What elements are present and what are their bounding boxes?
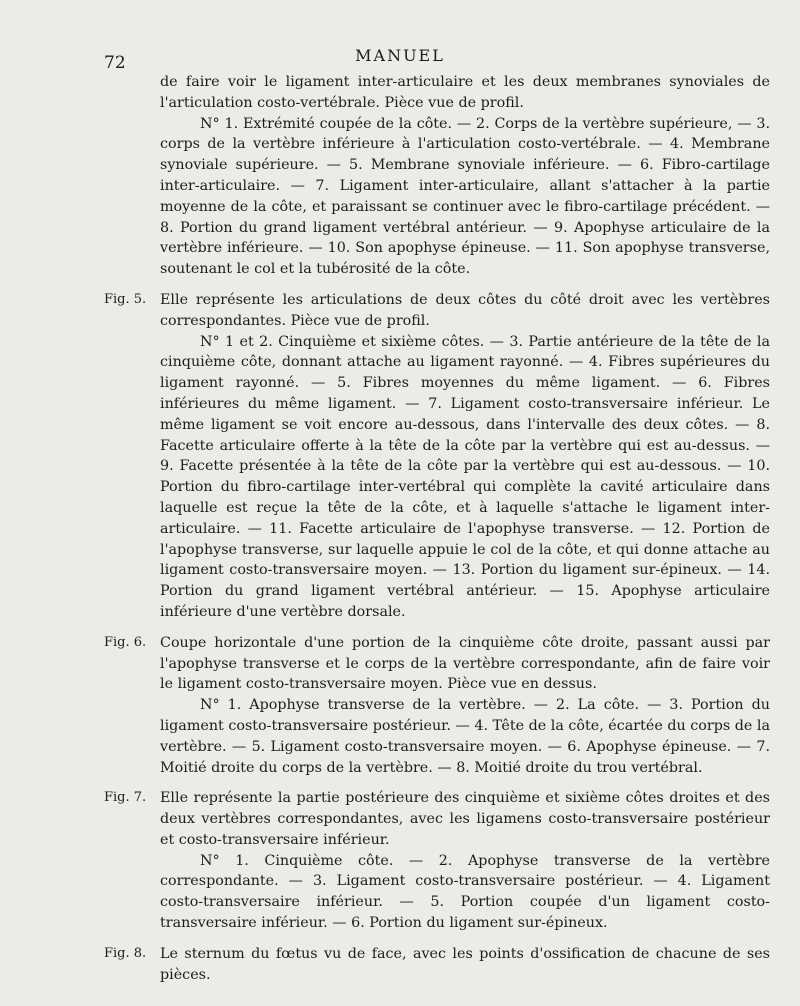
figure-body — [160, 633, 770, 779]
page-content — [104, 72, 770, 985]
figure-body — [160, 788, 770, 934]
figure-legend: N° 1. Cinquième côte. — 2. Apophyse transverse de la vertèbre correspondante. — 3. Ligament costo-transversaire postérieur. — 4. Ligament costo-transversaire inférieur. — 5. Portion coupée d'un ligament costo-transversaire inférieur. — 6. Portion du ligament sur-épineux. — [160, 852, 770, 932]
figure-legend: N° 1. Apophyse transverse de la vertèbre. — 2. La côte. — 3. Portion du ligament costo-transversaire postérieur. — 4. Tête de la côte, écartée du corps de la vertèbre. — 5. Ligament costo-transversaire moyen. — 6. Apophyse épineuse. — 7. Moitié droite du corps de la vertèbre. — 8. Moitié droite du trou vertébral. — [160, 697, 770, 776]
figure-label: Fig. 8. — [104, 945, 147, 961]
figure-5 — [104, 290, 770, 623]
figure-description: Elle représente les articulations de deux côtes du côté droit avec les vertèbres correspondantes. Pièce vue de profil. — [160, 291, 770, 329]
figure-legend: N° 1 et 2. Cinquième et sixième côtes. — 3. Partie antérieure de la tête de la cinquième côte, donnant attache au ligament rayonné. — 4. Fibres supérieures du ligament rayonné. — 5. Fibres moyennes du même ligament. — 6. Fibres inférieures du même ligament. — 7. Ligament costo-transversaire inférieur. Le même ligament se voit encore au-dessous, dans l'intervalle des deux côtes. — 8. Facette articulaire offerte à la tête de la côte par la vertèbre qui est au-dessus. — 9. Facette présentée à la tête de la côte par la vertèbre qui est au-dessous. — 10. Portion du fibro-cartilage inter-vertébral qui complète la cavité articulaire dans laquelle est reçue la tête de la côte, et à laquelle s'attache le ligament inter-articulaire. — 11. Facette articulaire de l'apophyse transverse. — 12. Portion de l'apophyse transverse, sur laquelle appuie le col de la côte, et qui donne attache au ligament costo-transversaire moyen. — 13. Portion du ligament sur-épineux. — 14. Portion du grand ligament vertébral antérieur. — 15. Apophyse articulaire inférieure d'une vertèbre dorsale. — [160, 333, 770, 620]
figure-8 — [104, 944, 770, 986]
intro-legend: N° 1. Extrémité coupée de la côte. — 2. Corps de la vertèbre supérieure, — 3. corps de la vertèbre inférieure à l'articulation costo-vertébrale. — 4. Membrane synoviale supérieure. — 5. Membrane synoviale inférieure. — 6. Fibro-cartilage inter-articulaire. — 7. Ligament inter-articulaire, allant s'attacher à la partie moyenne de la côte, et paraissant se continuer avec le fibro-cartilage précédent. — 8. Portion du grand ligament vertébral antérieur. — 9. Apophyse articulaire de la vertèbre inférieure. — 10. Son apophyse épineuse. — 11. Son apophyse transverse, soutenant le col et la tubérosité de la côte. — [160, 115, 770, 278]
figure-body — [160, 290, 770, 623]
figure-body — [160, 944, 770, 986]
intro-body — [160, 72, 770, 280]
intro-lead: de faire voir le ligament inter-articulaire et les deux membranes synoviales de l'articulation costo-vertébrale. Pièce vue de profil. — [160, 74, 770, 111]
figure-label: Fig. 5. — [104, 291, 147, 307]
figure-description: Elle représente la partie postérieure des cinquième et sixième côtes droites et des deux vertèbres correspondantes, avec les ligamens costo-transversaire postérieur et costo-transversaire inférieur. — [160, 790, 770, 848]
figure-label: Fig. 6. — [104, 634, 147, 650]
figure-label: Fig. 7. — [104, 790, 147, 806]
figure-7 — [104, 788, 770, 934]
running-head: MANUEL — [355, 46, 445, 65]
figure-description: Le sternum du fœtus vu de face, avec les points d'ossification de chacune de ses pièces. — [160, 945, 770, 983]
figure-description: Coupe horizontale d'une portion de la cinquième côte droite, passant aussi par l'apophyse transverse et le corps de la vertèbre correspondante, afin de faire voir le ligament costo-transversaire moyen. Pièce vue en dessus. — [160, 634, 770, 693]
figure-6 — [104, 633, 770, 779]
page-number: 72 — [104, 53, 126, 73]
intro-section — [104, 72, 770, 280]
